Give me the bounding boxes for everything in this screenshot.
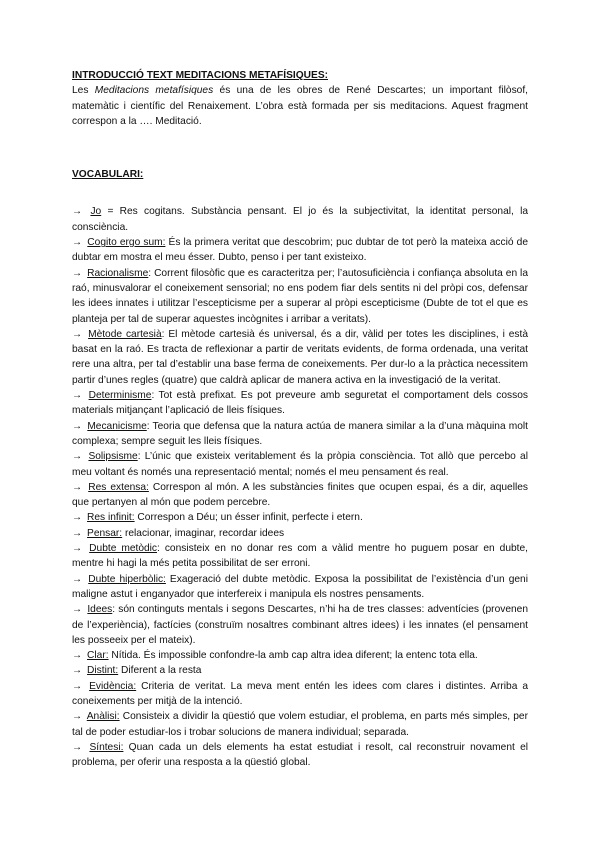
arrow-icon: → <box>72 650 83 662</box>
vocab-entry <box>72 679 528 710</box>
vocab-definition: Correspon al món. A les substàncies finites que ocupen espai, és a dir, aquelles que pertanyen al món que podem percebre. <box>72 481 528 509</box>
arrow-icon: → <box>72 237 83 249</box>
vocab-entry <box>72 266 528 327</box>
vocab-entry <box>72 740 528 771</box>
vocab-term: Pensar: <box>87 527 123 539</box>
vocab-definition: : El mètode cartesià és universal, és a dir, vàlid per totes les disciplines, i està basat en la raó. Es tracta de reflexionar a partir de veritats evidents, de forma ordenada, una veritat rere una altra, per tal d’establir una base ferma de coneixements. Per dur-lo a la pràctica necessitem partir d’unes regles (quatre) que caldrà aplicar de manera activa en la investigació de la veritat. <box>72 328 528 386</box>
arrow-icon: → <box>72 481 83 493</box>
arrow-icon: → <box>72 604 83 616</box>
vocab-term: Evidència: <box>89 680 137 692</box>
arrow-icon: → <box>72 328 83 340</box>
vocab-entry <box>72 526 528 541</box>
vocab-term: Dubte hiperbòlic: <box>88 573 166 585</box>
intro-paragraph <box>72 83 528 129</box>
vocab-definition: Quan cada un dels elements ha estat estudiat i resolt, cal reconstruir novament el problema, per oferir una resposta a la qüestió global. <box>72 741 528 769</box>
vocab-definition: Exageració del dubte metòdic. Exposa la possibilitat de l’existència d’un geni maligne astut i enganyador que interfereix i manipula els nostres pensaments. <box>72 573 528 600</box>
arrow-icon: → <box>72 527 83 539</box>
arrow-icon: → <box>72 543 83 555</box>
vocabulary-heading: VOCABULARI: <box>72 169 144 181</box>
arrow-icon: → <box>72 451 83 463</box>
vocab-definition: : són continguts mentals i segons Descartes, n’hi ha de tres classes: adventícies (provenen de l’experiència), factícies (construïm nosaltres combinant altres idees) i les innates (el pensament les posseeix per el mateix). <box>72 604 528 646</box>
vocab-entry <box>72 648 528 663</box>
arrow-icon: → <box>72 741 83 753</box>
intro-text-pre: Les <box>72 85 95 97</box>
arrow-icon: → <box>72 573 83 585</box>
vocab-term: Res infinit: <box>87 512 135 524</box>
vocab-term: Jo <box>90 206 102 218</box>
arrow-icon: → <box>72 512 83 524</box>
vocab-definition: Correspon a Déu; un ésser infinit, perfecte i etern. <box>134 512 363 524</box>
vocab-entry <box>72 419 528 450</box>
vocab-definition: Diferent a la resta <box>118 665 202 677</box>
arrow-icon: → <box>72 390 83 402</box>
vocab-entry <box>72 204 528 235</box>
vocab-entry <box>72 510 528 525</box>
vocab-term: Clar: <box>87 650 109 662</box>
intro-book-title: Meditacions metafísiques <box>94 85 214 97</box>
arrow-icon: → <box>72 420 83 432</box>
vocab-entry <box>72 709 528 740</box>
arrow-icon: → <box>72 711 83 723</box>
vocab-term: Solipsisme <box>88 451 138 463</box>
document-body <box>72 68 528 770</box>
arrow-icon: → <box>72 267 83 279</box>
vocab-term: Mecanicisme <box>87 420 147 432</box>
vocab-term: Cogito ergo sum: <box>87 237 166 249</box>
vocab-entry <box>72 327 528 388</box>
vocab-term: Racionalisme <box>87 267 149 279</box>
vocab-definition: relacionar, imaginar, recordar idees <box>122 527 285 539</box>
vocab-term: Distint: <box>87 665 119 677</box>
vocab-definition: = Res cogitans. Substància pensant. El jo és la subjectivitat, la identitat personal, la consciència. <box>72 206 528 233</box>
vocab-term: Res extensa: <box>88 481 149 493</box>
arrow-icon: → <box>72 680 83 692</box>
vocab-entry <box>72 541 528 572</box>
vocab-definition: : Corrent filosòfic que es caracteritza per; l’autosuficiència i confiança absoluta en la raó, minusvalorar el coneixement sensorial; no ens podem fiar dels sentits ni del pròpi cos, defensar les idees innates i utilitzar l’escepticisme per a superar al pròpi escepticisme (Dubte de tot el que es planteja per tal de superar aquestes incògnites i arribar a veritats). <box>72 267 528 325</box>
intro-heading: INTRODUCCIÓ TEXT MEDITACIONS METAFÍSIQUES: <box>72 70 329 81</box>
vocab-definition: : Teoria que defensa que la natura actúa de manera similar a la d’una màquina molt complexa; sempre seguit les lleis físiques. <box>72 420 528 447</box>
vocab-entry <box>72 235 528 266</box>
vocab-term: Síntesi: <box>89 741 124 753</box>
vocab-definition: : L’únic que existeix veritablement és la pròpia consciència. Tot allò que percebo al meu voltant és només una representació mental; només el meu pensament és real. <box>72 451 528 478</box>
vocab-definition: Nítida. És impossible confondre-la amb cap altra idea diferent; la entenc tota ella. <box>108 650 478 662</box>
vocab-term: Anàlisi: <box>86 711 120 723</box>
vocab-definition: És la primera veritat que descobrim; puc dubtar de tot però la mateixa acció de dubtar em mostra el meu ésser. Dubto, penso i per tant existeixo. <box>72 237 528 264</box>
vocab-entry <box>72 480 528 511</box>
vocab-entry <box>72 388 528 419</box>
vocab-term: Determinisme <box>88 390 152 402</box>
vocab-term: Idees <box>87 604 113 616</box>
vocab-definition: : consisteix en no donar res com a vàlid mentre ho puguem posar en dubte, mentre hi hagi la més petita possibilitat de ser erroni. <box>72 543 528 570</box>
vocab-entry <box>72 663 528 678</box>
vocabulary-list <box>72 204 528 770</box>
vocab-definition: Criteria de veritat. La meva ment entén les idees com clares i distintes. Arriba a coneixements per mitjà de la intenció. <box>72 680 528 707</box>
vocab-definition: : Tot està prefixat. Es pot preveure amb seguretat el comportament dels cossos materials mitjançant l’aplicació de lleis físiques. <box>72 390 528 417</box>
vocab-entry <box>72 449 528 480</box>
intro-text-post: és una de les obres de René Descartes; un important filòsof, matemàtic i científic del Renaixement. L’obra està formada per sis meditacions. Aquest fragment correspon a la …. Meditació. <box>72 85 528 127</box>
vocab-definition: Consisteix a dividir la qüestió que volem estudiar, el problema, en parts més simples, per tal de poder estudiar-los i trobar solucions de manera individual; separada. <box>72 711 528 738</box>
vocab-term: Mètode cartesià <box>88 328 162 340</box>
vocab-entry <box>72 602 528 648</box>
vocab-term: Dubte metòdic <box>89 543 158 555</box>
vocab-entry <box>72 572 528 603</box>
arrow-icon: → <box>72 665 83 677</box>
arrow-icon: → <box>72 206 83 218</box>
